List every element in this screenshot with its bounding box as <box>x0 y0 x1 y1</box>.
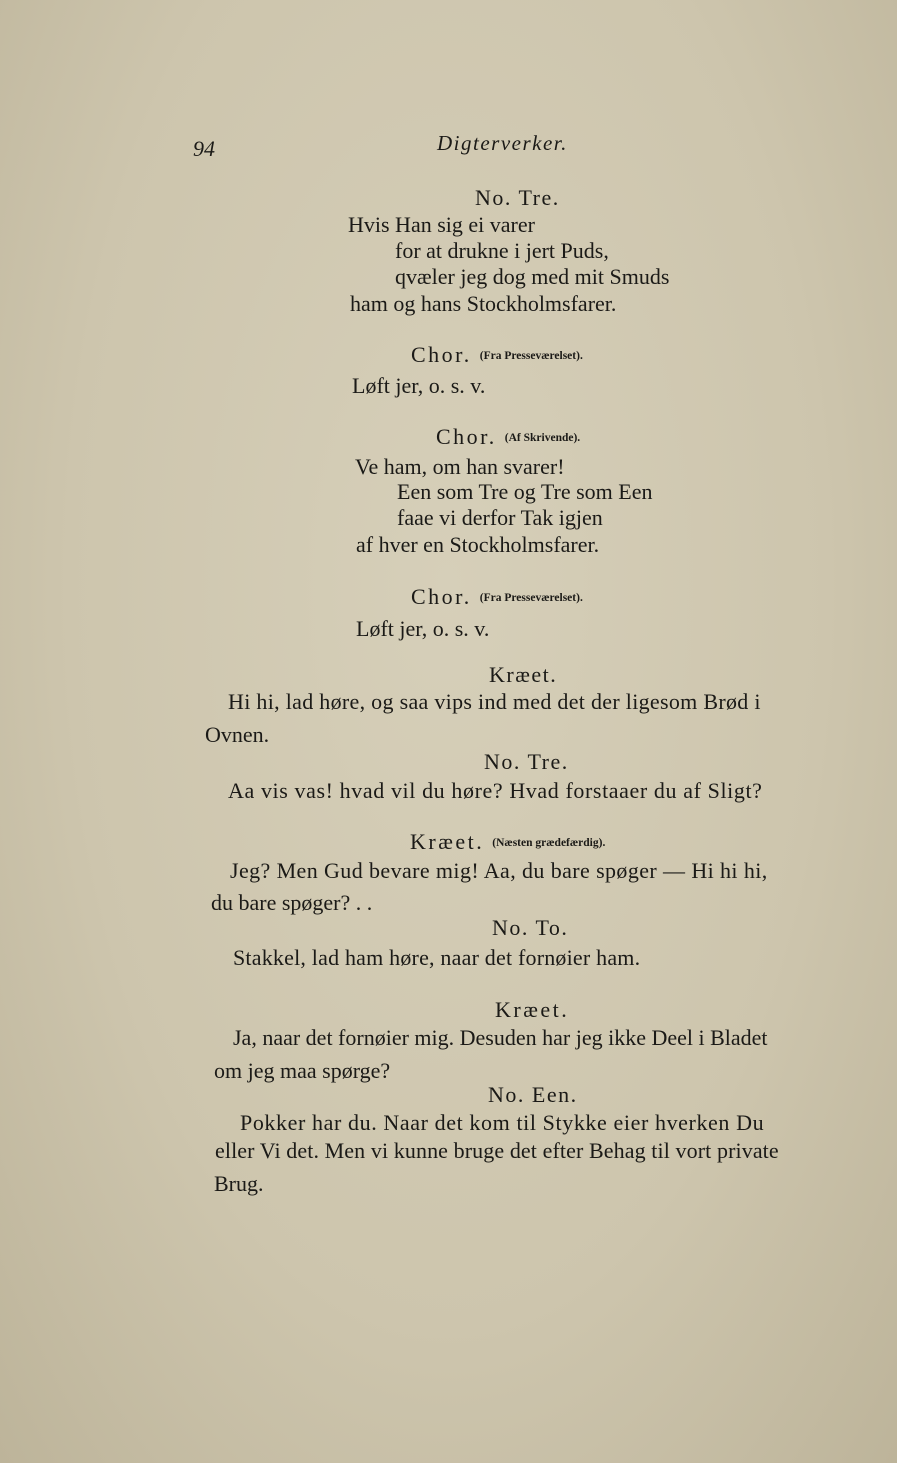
prose-line: eller Vi det. Men vi kunne bruge det efter Behag til vort private <box>215 1138 779 1163</box>
prose-line: Aa vis vas! hvad vil du høre? Hvad forstaaer du af Sligt? <box>228 778 763 803</box>
prose-line: Brug. <box>214 1171 264 1196</box>
stage-direction: (Næsten grædefærdig). <box>492 837 606 849</box>
speaker-name: Chor. <box>411 584 472 609</box>
stage-direction: (Fra Presseværelset). <box>479 592 583 604</box>
page-number: 94 <box>193 136 215 161</box>
prose-line: Pokker har du. Naar det kom til Stykke eier hverken Du <box>240 1110 765 1135</box>
speaker-name: No. Tre. <box>484 749 569 774</box>
speaker-name: Chor. <box>411 342 472 367</box>
verse-line: Løft jer, o. s. v. <box>356 616 490 641</box>
verse-line: Een som Tre og Tre som Een <box>397 479 653 504</box>
prose-line: Stakkel, lad ham høre, naar det fornøier ham. <box>233 945 641 970</box>
speaker-name: No. Tre. <box>475 185 560 210</box>
prose-line: du bare spøger? . . <box>211 890 373 915</box>
prose-line: Jeg? Men Gud bevare mig! Aa, du bare spøger — Hi hi hi, <box>230 858 768 883</box>
prose-line: Ovnen. <box>205 722 270 747</box>
stage-direction: (Af Skrivende). <box>504 432 581 444</box>
speaker-heading <box>410 829 605 855</box>
speaker-name: No. Een. <box>488 1082 578 1107</box>
verse-line: qvæler jeg dog med mit Smuds <box>395 264 670 289</box>
speaker-heading <box>436 424 580 450</box>
speaker-name: Kræet. <box>410 829 485 854</box>
speaker-heading <box>411 584 583 610</box>
verse-line: Hvis Han sig ei varer <box>348 212 535 237</box>
verse-line: ham og hans Stockholmsfarer. <box>350 291 617 316</box>
stage-direction: (Fra Presseværelset). <box>479 350 583 362</box>
speaker-heading <box>411 342 583 368</box>
speaker-heading <box>492 915 568 941</box>
prose-line: om jeg maa spørge? <box>214 1058 391 1083</box>
verse-line: Ve ham, om han svarer! <box>355 454 565 479</box>
speaker-name: Chor. <box>436 424 497 449</box>
speaker-name: Kræet. <box>489 662 558 687</box>
verse-line: af hver en Stockholmsfarer. <box>356 532 600 557</box>
verse-line: Løft jer, o. s. v. <box>352 373 486 398</box>
speaker-heading <box>484 749 569 775</box>
speaker-heading <box>489 662 557 688</box>
running-title: Digterverker. <box>437 131 568 155</box>
prose-line: Hi hi, lad høre, og saa vips ind med det der ligesom Brød i <box>228 689 761 714</box>
prose-line: Ja, naar det fornøier mig. Desuden har jeg ikke Deel i Bladet <box>233 1025 768 1050</box>
speaker-heading <box>495 997 569 1023</box>
speaker-heading <box>488 1082 578 1108</box>
speaker-heading <box>475 185 560 211</box>
speaker-name: Kræet. <box>495 997 570 1022</box>
verse-line: faae vi derfor Tak igjen <box>397 505 603 530</box>
speaker-name: No. To. <box>492 915 569 940</box>
verse-line: for at drukne i jert Puds, <box>395 238 609 263</box>
